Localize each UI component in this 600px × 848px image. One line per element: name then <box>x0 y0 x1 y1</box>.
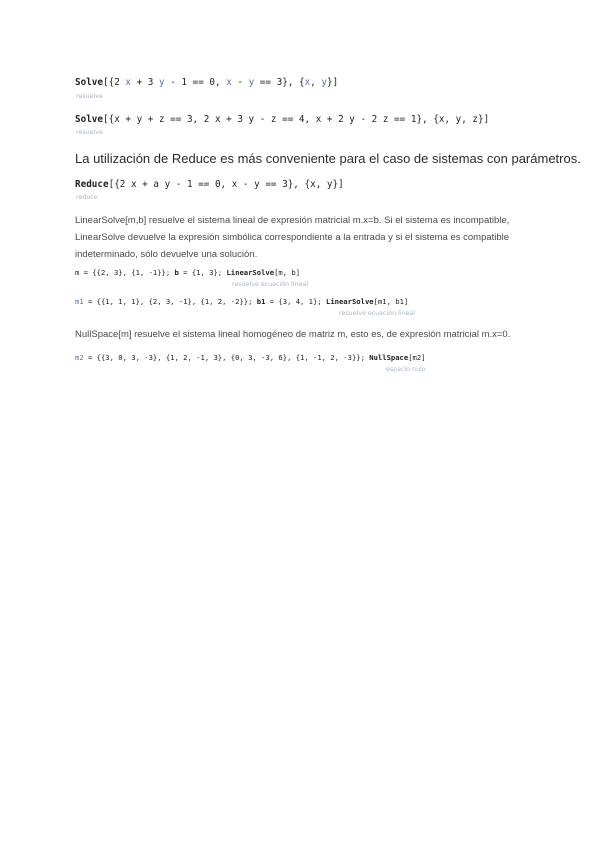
code-body: [{x + y + z == 3, 2 x + 3 y - z == 4, x + 2 y - 2 z == 1}, {x, y, z}] <box>103 114 490 125</box>
code-variable: x <box>304 77 311 88</box>
paragraph-line: LinearSolve[m,b] resuelve el sistema lineal de expresión matricial m.x=b. Si el sistema es incompatible, <box>75 215 510 226</box>
code-fragment: == 3}, { <box>254 77 305 88</box>
code-fragment: [{2 <box>103 77 126 88</box>
code-fragment: m = {{2, 3}, {1, -1}}; <box>75 268 175 277</box>
code-variable: b1 <box>256 297 266 306</box>
reduce-input[interactable] <box>75 179 344 190</box>
reduce-function: Reduce <box>75 179 109 190</box>
solve-input-2[interactable] <box>75 114 489 125</box>
code-fragment: + 3 <box>131 77 159 88</box>
usage-hint: reduce <box>76 194 98 201</box>
paragraph-line: LinearSolve devuelve la expresión simbólica correspondiente a la entrada y si el sistema es compatible <box>75 232 510 243</box>
code-fragment: - 1 == 0, <box>164 77 227 88</box>
nullspace-input[interactable] <box>75 353 426 362</box>
code-fragment: }] <box>327 77 339 88</box>
linearsolve-input-1[interactable] <box>75 268 300 277</box>
code-variable: m2 <box>75 353 84 362</box>
usage-hint: resuelve <box>76 93 103 100</box>
code-fragment: [m, b] <box>274 268 301 277</box>
linearsolve-input-2[interactable] <box>75 297 408 306</box>
usage-hint: espacio nulo <box>386 366 426 373</box>
code-variable: y <box>321 77 327 88</box>
code-fragment: , <box>310 77 322 88</box>
linearsolve-function: LinearSolve <box>226 268 275 277</box>
code-variable: y <box>159 77 165 88</box>
usage-hint: resuelve ecuación lineal <box>232 281 309 288</box>
code-variable: x <box>125 77 131 88</box>
code-fragment: [m2] <box>408 353 426 362</box>
code-fragment: = {{3, 0, 3, -3}, {1, 2, -1, 3}, {0, 3, -3, 6}, {1, -1, 2, -3}}; <box>83 353 370 362</box>
solve-input-1[interactable] <box>75 77 338 88</box>
paragraph-linearsolve <box>75 212 509 263</box>
code-body: [{2 x + a y - 1 == 0, x - y == 3}, {x, y}] <box>108 179 344 190</box>
code-fragment: [m1, b1] <box>373 297 409 306</box>
code-variable: x <box>226 77 232 88</box>
code-variable: y <box>248 77 255 88</box>
linearsolve-function: LinearSolve <box>326 297 374 306</box>
solve-function: Solve <box>75 77 103 88</box>
paragraph-line: indeterminado, sólo devuelve una solución. <box>75 249 258 260</box>
code-fragment: = {{1, 1, 1}, {2, 3, -1}, {1, 2, -2}}; <box>83 297 257 306</box>
code-fragment: - <box>231 77 249 88</box>
code-variable: m1 <box>75 297 84 306</box>
solve-function: Solve <box>75 114 103 125</box>
code-variable: b <box>174 268 179 277</box>
code-fragment: = {1, 3}; <box>178 268 227 277</box>
paragraph-reduce: La utilización de Reduce es más conveniente para el caso de sistemas con parámetros. <box>75 151 581 166</box>
code-fragment: = {3, 4, 1}; <box>265 297 326 306</box>
paragraph-nullspace: NullSpace[m] resuelve el sistema lineal homogéneo de matriz m, esto es, de expresión matricial m.x=0. <box>75 329 511 340</box>
usage-hint: resuelve <box>76 129 103 136</box>
nullspace-function: NullSpace <box>369 353 409 362</box>
usage-hint: resuelve ecuación lineal <box>339 310 416 317</box>
